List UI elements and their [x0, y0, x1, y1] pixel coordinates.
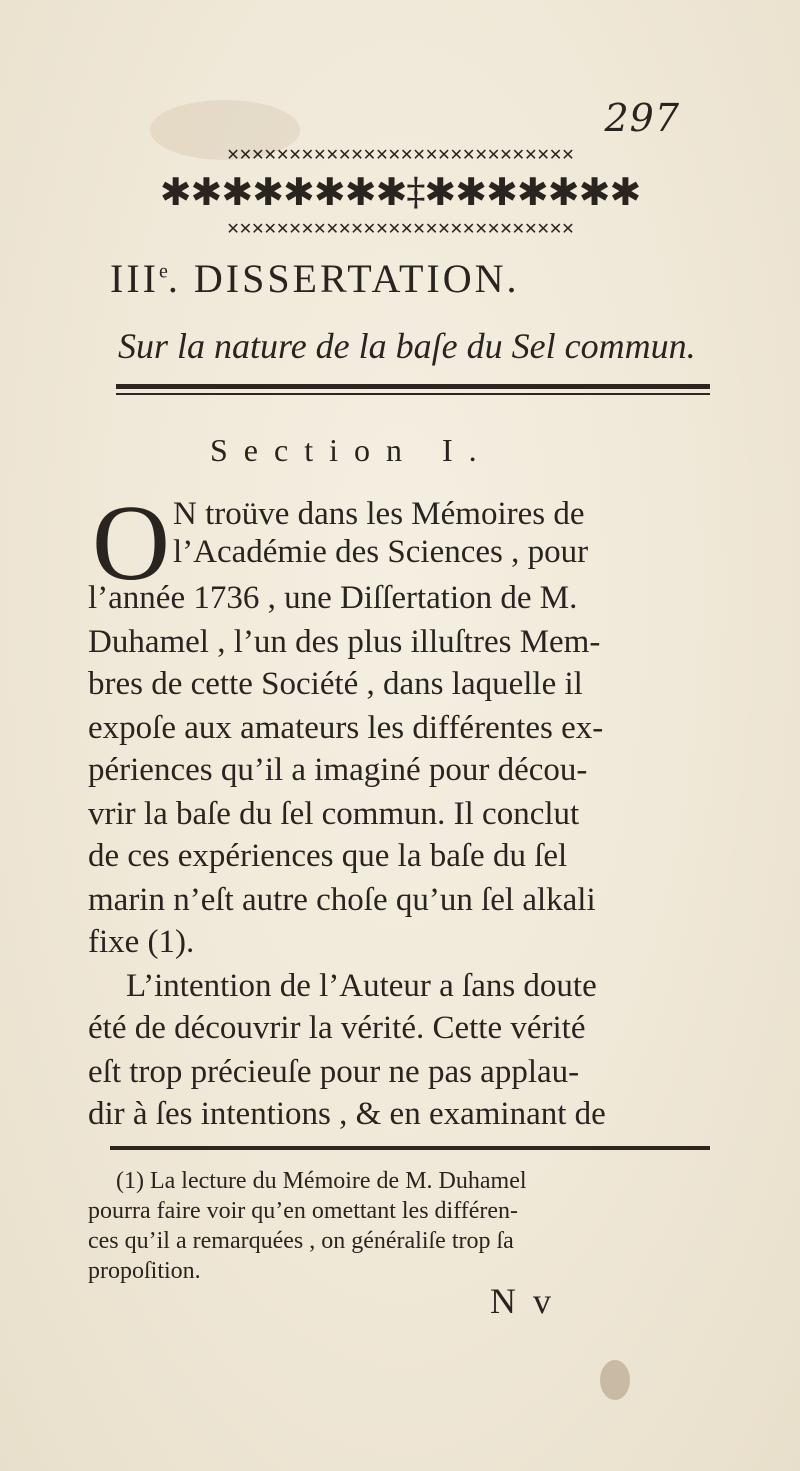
ornament-bottom-border: ✕✕✕✕✕✕✕✕✕✕✕✕✕✕✕✕✕✕✕✕✕✕✕✕✕✕✕✕ [226, 219, 574, 238]
page-number: 297 [604, 96, 680, 140]
dissertation-heading [110, 255, 710, 302]
footnote-line-2: pourra faire voir qu’en omettant les différen- [88, 1198, 519, 1224]
body-line-7: périences qu’il a imaginé pour décou- [88, 752, 588, 788]
footnote-line-1: (1) La lecture du Mémoire de M. Duhamel [116, 1168, 527, 1194]
body-line-10: marin n’eſt autre choſe qu’un ſel alkali [88, 882, 596, 918]
double-rule-thin [116, 393, 710, 395]
footnote-line-3: ces qu’il a remarquées , on généraliſe trop ſa [88, 1228, 514, 1254]
body-line-12: L’intention de l’Auteur a ſans doute [126, 968, 597, 1004]
drop-capital: O [92, 484, 170, 603]
body-line-2: l’Académie des Sciences , pour [173, 534, 589, 570]
body-line-9: de ces expériences que la baſe du ſel [88, 838, 568, 874]
body-line-11: fixe (1). [88, 924, 195, 960]
body-line-14: eſt trop précieuſe pour ne pas applau- [88, 1054, 580, 1090]
body-line-6: expoſe aux amateurs les différentes ex- [88, 710, 604, 746]
body-line-3: l’année 1736 , une Diſſertation de M. [88, 580, 578, 616]
body-line-1: N troüve dans les Mémoires de [173, 496, 585, 532]
body-line-5: bres de cette Société , dans laquelle il [88, 666, 583, 702]
heading-superscript: e [158, 260, 168, 283]
double-rule-thick [116, 384, 710, 389]
section-title: Section I. [210, 432, 493, 468]
heading-title: . DISSERTATION. [167, 256, 520, 301]
ink-spot [600, 1360, 630, 1400]
ornament-star-row: ✱✱✱✱✱✱✱✱‡✱✱✱✱✱✱✱ [159, 172, 641, 212]
heading-numeral: III [110, 256, 159, 301]
footnote-line-4: propoſition. [88, 1258, 201, 1284]
body-line-15: dir à ſes intentions , & en examinant de [88, 1096, 606, 1132]
ornament-top-border: ✕✕✕✕✕✕✕✕✕✕✕✕✕✕✕✕✕✕✕✕✕✕✕✕✕✕✕✕ [226, 145, 574, 164]
footnote-rule [110, 1146, 710, 1150]
dissertation-subtitle: Sur la nature de la baſe du Sel commun. [118, 326, 696, 366]
body-line-8: vrir la baſe du ſel commun. Il conclut [88, 796, 580, 832]
body-line-4: Duhamel , l’un des plus illuſtres Mem- [88, 624, 601, 660]
body-line-13: été de découvrir la vérité. Cette vérité [88, 1010, 586, 1046]
signature-mark: N v [490, 1281, 555, 1321]
